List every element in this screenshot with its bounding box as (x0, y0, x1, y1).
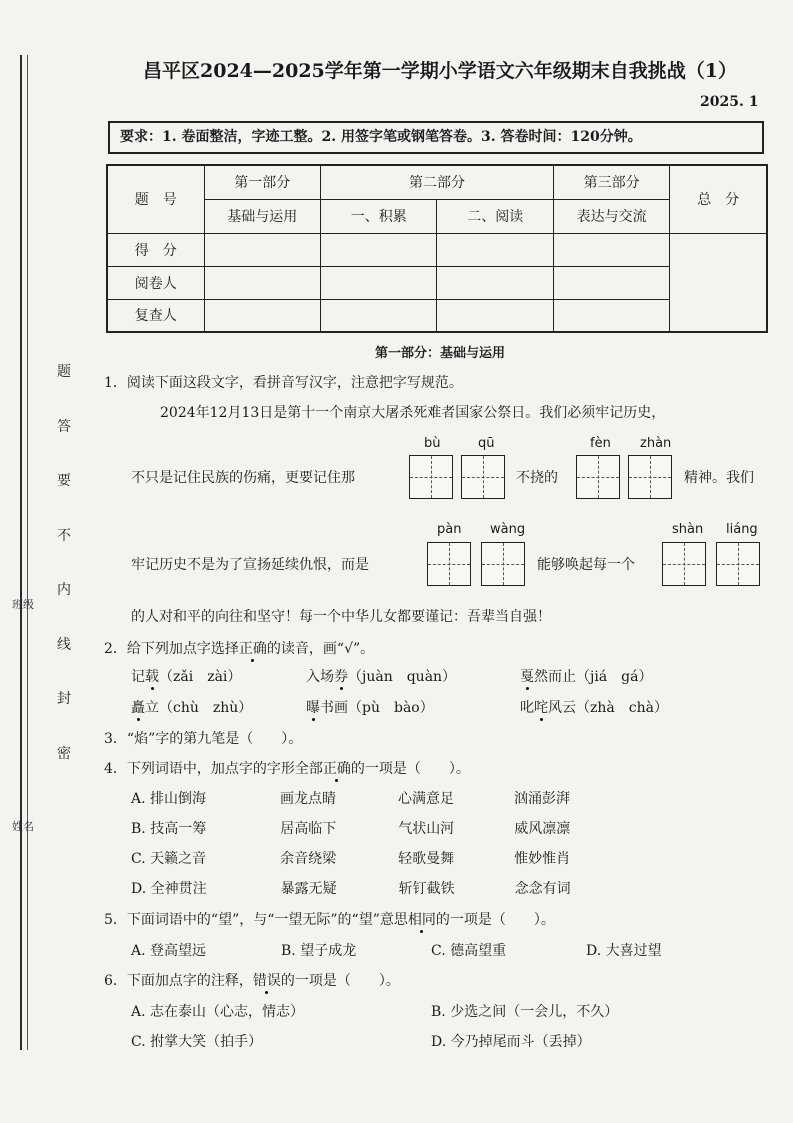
pinyin-label: zhàn (640, 436, 672, 451)
total-score-cell[interactable] (670, 233, 767, 332)
pinyin-label: qū (478, 436, 495, 451)
answer-grid-box[interactable] (409, 455, 453, 499)
seal-char: 不 (57, 527, 71, 544)
table-sub-accumulate: 一、积累 (321, 199, 437, 233)
score-cell[interactable] (553, 233, 669, 266)
seal-char: 答 (57, 418, 71, 435)
seal-char: 线 (57, 636, 71, 653)
seal-line-text (56, 345, 72, 781)
table-header-label: 题 号 (107, 165, 204, 233)
table-header-part2: 第二部分 (321, 165, 554, 199)
table-sub-basic: 基础与运用 (204, 199, 320, 233)
seal-char: 密 (57, 745, 71, 762)
table-header-total: 总 分 (670, 165, 767, 233)
checker-cell[interactable] (204, 299, 320, 332)
grader-cell[interactable] (437, 266, 553, 299)
answer-grid-box[interactable] (576, 455, 620, 499)
q6-option-a: A. 志在泰山（心志，情志） (131, 1004, 305, 1020)
table-row-checker: 复查人 (107, 299, 204, 332)
seal-char: 要 (57, 473, 71, 489)
table-header-part3: 第三部分 (553, 165, 669, 199)
answer-grid-box[interactable] (628, 455, 672, 499)
q6-option-d: D. 今乃掉尾而斗（丢掉） (431, 1034, 591, 1050)
binding-line-inner (27, 55, 28, 1050)
q2-item: 戛然而止（jiá gá） (520, 669, 653, 685)
grader-cell[interactable] (553, 266, 669, 299)
q1-paragraph-line2c: 精神。我们 (684, 470, 754, 486)
q1-paragraph-line2a: 不只是记住民族的伤痛，更要记住那 (131, 470, 355, 486)
q3-stem: 3．“焰”字的第九笔是（ ）。 (104, 731, 303, 747)
pinyin-label: pàn (437, 522, 462, 537)
q5-option-d: D. 大喜过望 (586, 943, 662, 959)
binding-line (20, 55, 22, 1050)
q1-paragraph-line2b: 不挠的 (516, 470, 558, 486)
checker-cell[interactable] (321, 299, 437, 332)
answer-grid-box[interactable] (662, 542, 706, 586)
score-cell[interactable] (321, 233, 437, 266)
q4-option-d: D. 全神贯注 暴露无疑 斩钉截铁 念念有词 (131, 881, 571, 897)
requirements-box: 要求：1. 卷面整洁，字迹工整。2. 用签字笔或钢笔答卷。3. 答卷时间：120分钟。 (108, 121, 764, 154)
table-header-part1: 第一部分 (204, 165, 320, 199)
q2-item: 入场券（juàn quàn） (306, 669, 457, 685)
exam-date: 2025. 1 (700, 94, 759, 110)
q6-option-c: C. 拊掌大笑（拍手） (131, 1034, 263, 1050)
q4-option-c: C. 天籁之音 余音绕梁 轻歌曼舞 惟妙惟肖 (131, 851, 571, 867)
q6-option-b: B. 少选之间（一会儿，不久） (431, 1004, 619, 1020)
pinyin-label: wàng (490, 522, 526, 537)
pinyin-label: liáng (726, 522, 758, 537)
q2-item: 曝书画（pù bào） (306, 700, 434, 716)
q2-stem: 2．给下列加点字选择正确的读音，画“√”。 (104, 641, 375, 657)
q1-stem: 1．阅读下面这段文字，看拼音写汉字，注意把字写规范。 (104, 375, 463, 391)
q2-item: 矗立（chù zhù） (131, 700, 253, 716)
binding-mark-name: 姓名 (12, 820, 34, 833)
seal-char: 封 (57, 691, 71, 707)
q1-paragraph-line3a: 牢记历史不是为了宣扬延续仇恨，而是 (131, 557, 369, 573)
grader-cell[interactable] (321, 266, 437, 299)
q5-option-c: C. 德高望重 (431, 943, 507, 959)
q6-stem: 6．下面加点字的注释，错误的一项是（ ）。 (104, 973, 400, 989)
score-cell[interactable] (437, 233, 553, 266)
seal-char: 题 (57, 364, 71, 380)
grader-cell[interactable] (204, 266, 320, 299)
table-row-score: 得 分 (107, 233, 204, 266)
pinyin-label: bù (424, 436, 441, 451)
q5-stem: 5．下面词语中的“望”，与“一望无际”的“望”意思相同的一项是（ ）。 (104, 912, 555, 928)
score-table (106, 164, 768, 333)
answer-grid-box[interactable] (427, 542, 471, 586)
table-row-grader: 阅卷人 (107, 266, 204, 299)
table-sub-reading: 二、阅读 (437, 199, 553, 233)
q1-paragraph-line1: 2024年12月13日是第十一个南京大屠杀死难者国家公祭日。我们必须牢记历史， (160, 405, 666, 421)
q2-item: 叱咤风云（zhà chà） (520, 700, 668, 716)
section-title: 第一部分：基础与运用 (374, 346, 505, 361)
q1-paragraph-line3b: 能够唤起每一个 (537, 557, 635, 573)
q4-option-b: B. 技高一筹 居高临下 气状山河 威风凛凛 (131, 821, 571, 837)
answer-grid-box[interactable] (461, 455, 505, 499)
q4-option-a: A. 排山倒海 画龙点睛 心满意足 汹涌彭湃 (131, 791, 571, 807)
q1-paragraph-line4: 的人对和平的向往和坚守！每一个中华儿女都要谨记：吾辈当自强！ (131, 609, 551, 625)
q5-option-b: B. 望子成龙 (281, 943, 357, 959)
page-title: 昌平区2024—2025学年第一学期小学语文六年级期末自我挑战（1） (143, 60, 737, 82)
answer-grid-box[interactable] (481, 542, 525, 586)
pinyin-label: shàn (672, 522, 704, 537)
q2-item: 记载（zǎi zài） (131, 669, 242, 685)
checker-cell[interactable] (437, 299, 553, 332)
q4-stem: 4．下列词语中，加点字的字形全部正确的一项是（ ）。 (104, 761, 470, 777)
pinyin-label: fèn (590, 436, 611, 451)
score-cell[interactable] (204, 233, 320, 266)
answer-grid-box[interactable] (716, 542, 760, 586)
table-sub-expression: 表达与交流 (553, 199, 669, 233)
seal-char: 内 (57, 582, 71, 598)
binding-mark-class: 班级 (12, 598, 34, 611)
checker-cell[interactable] (553, 299, 669, 332)
q5-option-a: A. 登高望远 (131, 943, 207, 959)
